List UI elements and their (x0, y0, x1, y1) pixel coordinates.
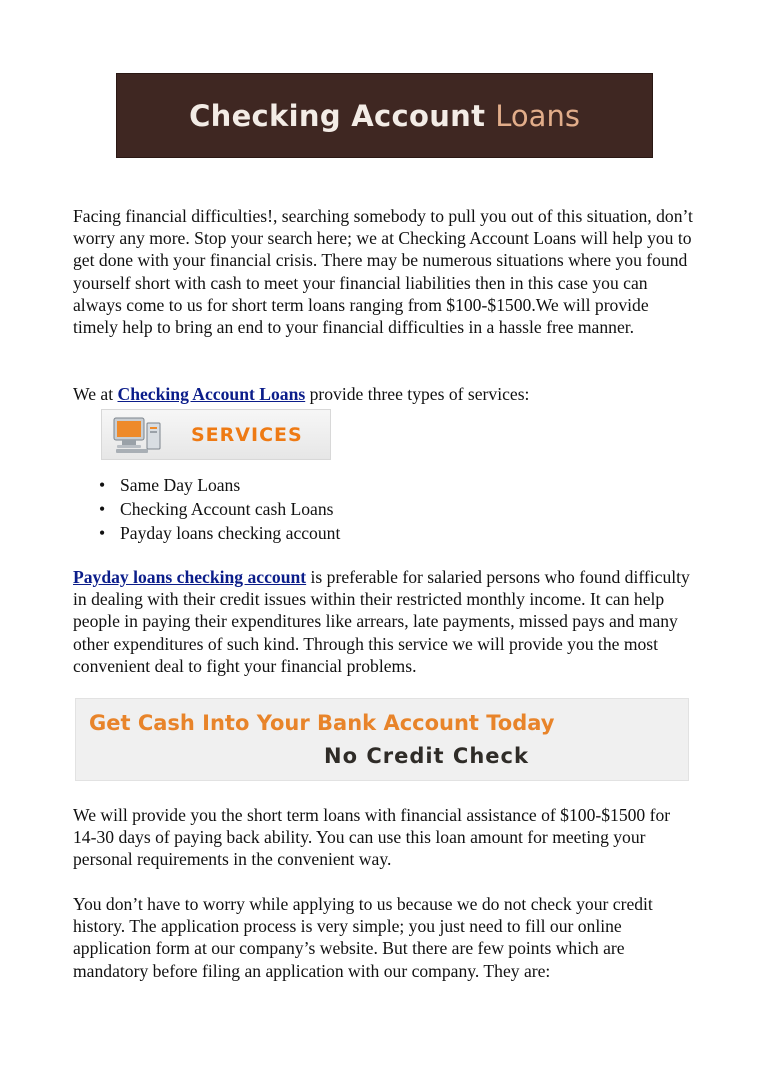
header-banner-image (116, 73, 653, 158)
payday-loans-link[interactable]: Payday loans checking account (73, 567, 307, 587)
services-intro-suffix: provide three types of services: (305, 384, 530, 404)
services-intro-prefix: We at (73, 384, 118, 404)
cash-banner-headline: Get Cash Into Your Bank Account Today (89, 711, 555, 735)
intro-paragraph: Facing financial difficulties!, searching somebody to pull you out of this situation, don’t worry any more. Stop your search here; we at Checking Account Loans will help you to get done with your financial crisis. There may be numerous situations where you found yourself short with cash to meet your financial liabilities then in this case you can always come to us for short term loans ranging from $100-$1500.We will provide timely help to bring an end to your financial difficulties in a hassle free manner. (73, 206, 693, 338)
services-image-label: SERVICES (191, 423, 303, 446)
services-image (101, 409, 331, 460)
loan-paragraph: We will provide you the short term loans with financial assistance of $100-$1500 for 14-30 days of paying back ability. You can use this loan amount for meeting your personal requirements in the convenient way. (73, 805, 671, 870)
application-paragraph: You don’t have to worry while applying to us because we do not check your credit history. The application process is very simple; you just need to fill our online application form at our company’s website. But there are few points which are mandatory before filing an application with our company. They are: (73, 894, 653, 981)
list-item: • Same Day Loans (120, 473, 340, 497)
services-list (73, 473, 340, 545)
payday-paragraph (73, 566, 695, 677)
payday-paragraph-text: is preferable for salaried persons who found difficulty in dealing with their credit issues within their restricted monthly income. It can help people in paying their expenditures like arrears, late payments, missed pays and many other expenditures of such kind. Through this service we will provide you the most convenient deal to fight your financial problems. (73, 567, 690, 676)
computer-icon (113, 415, 163, 455)
checking-account-loans-link[interactable]: Checking Account Loans (117, 384, 306, 404)
banner-title-accent: Loans (495, 98, 580, 133)
cash-banner-subline: No Credit Check (324, 744, 529, 768)
banner-title: Checking Account (189, 98, 486, 133)
list-item: • Checking Account cash Loans (120, 497, 340, 521)
services-intro (73, 383, 695, 405)
list-item: • Payday loans checking account (120, 521, 340, 545)
cash-banner-image (75, 698, 689, 781)
